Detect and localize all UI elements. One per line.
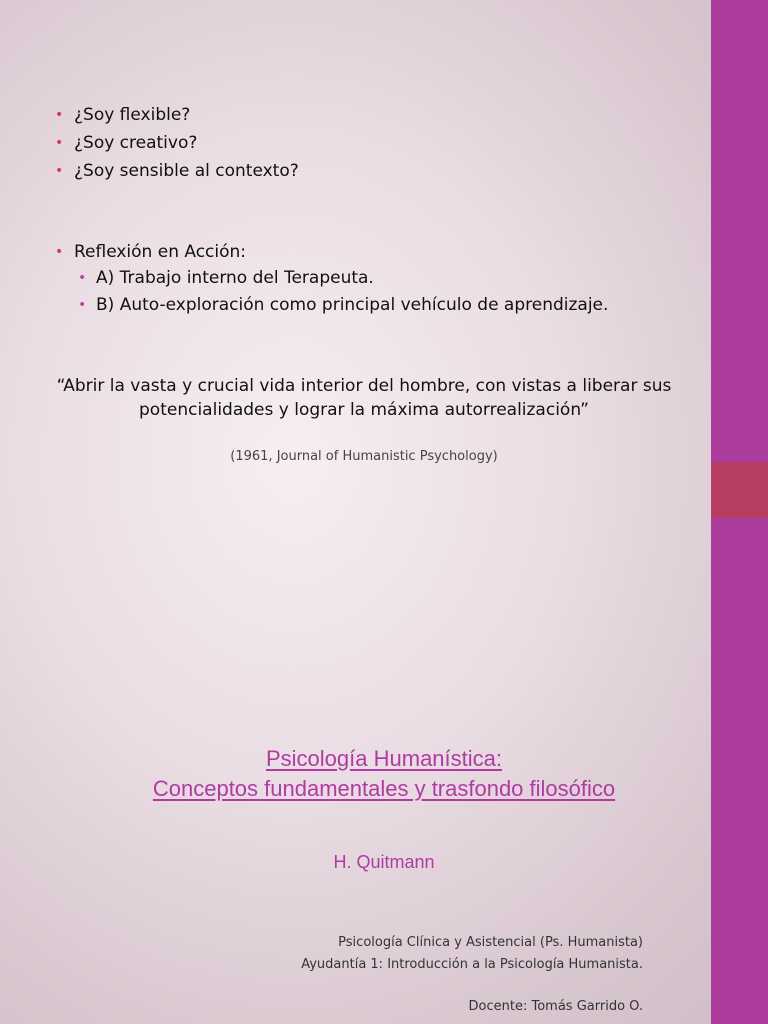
quote-source: (1961, Journal of Humanistic Psychology) [230, 449, 498, 464]
session-name: Ayudantía 1: Introducción a la Psicología Humanista. [301, 957, 643, 972]
question-text: ¿Soy creativo? [74, 133, 198, 153]
title-line-1: Psicología Humanística: [266, 746, 502, 771]
reflection-item-text: A) Trabajo interno del Terapeuta. [96, 268, 374, 288]
side-accent-block [711, 462, 768, 518]
presentation-title [40, 744, 728, 804]
reflection-heading: Reflexión en Acción: [74, 242, 247, 262]
bullet-icon: • [78, 270, 87, 286]
bullet-icon: • [55, 107, 64, 123]
reflection-sublist [74, 266, 671, 317]
bullet-icon: • [55, 135, 64, 151]
list-item [78, 293, 671, 317]
question-text: ¿Soy sensible al contexto? [74, 161, 299, 181]
title-line-2: Conceptos fundamentales y trasfondo filosófico [152, 776, 616, 801]
list-item [55, 238, 671, 317]
list-item [78, 266, 671, 290]
bullet-icon: • [55, 163, 64, 179]
course-name: Psicología Clínica y Asistencial (Ps. Humanista) [338, 935, 643, 950]
reflection-item-text: B) Auto-exploración como principal vehículo de aprendizaje. [96, 295, 609, 315]
reflection-list [55, 238, 671, 320]
list-item [55, 129, 671, 157]
list-item [55, 101, 671, 129]
questions-list [55, 101, 671, 185]
bullet-icon: • [55, 244, 64, 260]
author-name: H. Quitmann [333, 852, 435, 872]
teacher-name: Docente: Tomás Garrido O. [468, 999, 643, 1014]
question-text: ¿Soy flexible? [74, 105, 191, 125]
bullet-icon: • [78, 297, 87, 313]
quote-text: “Abrir la vasta y crucial vida interior del hombre, con vistas a liberar sus potencialidades y lograr la máxima autorrealización” [56, 376, 672, 420]
list-item [55, 157, 671, 185]
